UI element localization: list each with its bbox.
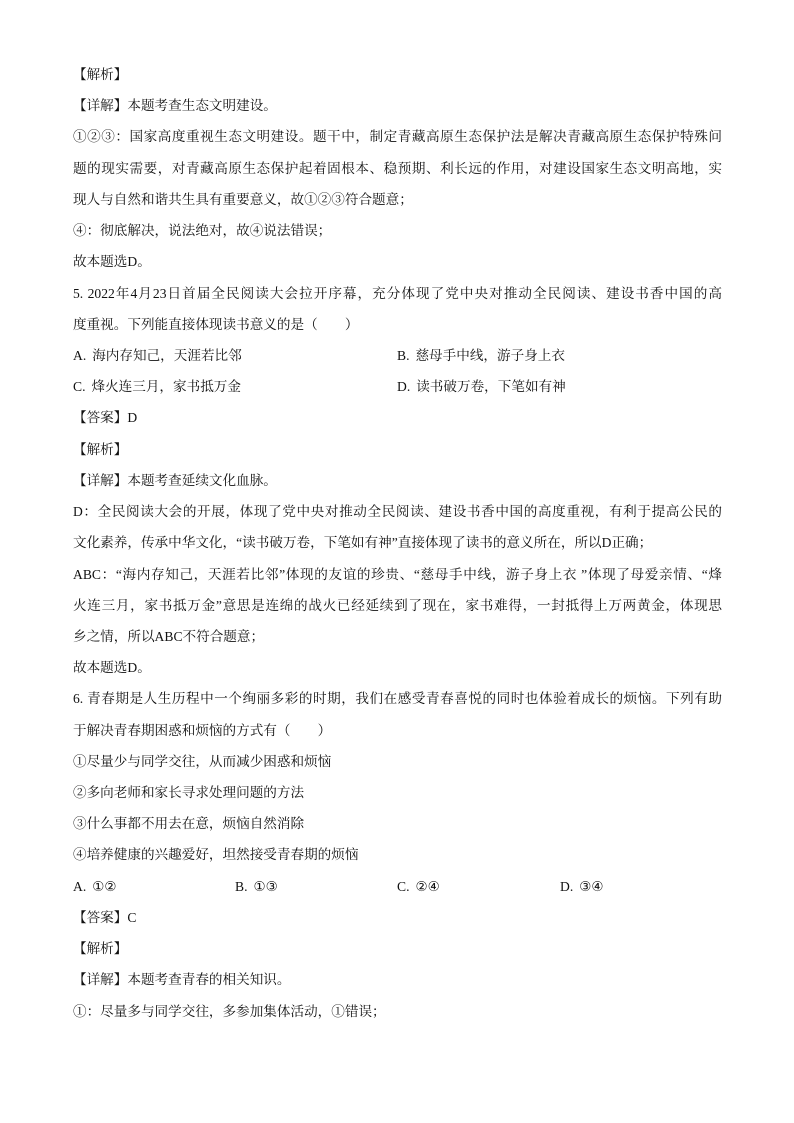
detail-line: 【详解】本题考查延续文化血脉。 (73, 472, 277, 488)
explanation-line: 火连三月，家书抵万金”意思是连绵的战火已经延续到了现在，家书难得，一封抵得上万两黄金，体现思 (73, 597, 722, 613)
question-stem-line: 5. 2022年4月23日首届全民阅读大会拉开序幕，充分体现了党中央对推动全民阅读、建设书香中国的高 (73, 285, 722, 301)
question-stem-line: 6. 青春期是人生历程中一个绚丽多彩的时期，我们在感受青春喜悦的同时也体验着成长的烦恼。下列有助 (73, 691, 722, 707)
option-letter: D. (560, 878, 574, 894)
answer-label: 【答案】 (73, 909, 128, 925)
option-text: ②④ (415, 878, 440, 894)
option-text: 慈母手中线，游子身上衣 (415, 347, 565, 363)
question-5 (73, 278, 722, 684)
statement-line: ③什么事都不用去在意，烦恼自然消除 (73, 816, 305, 832)
option-letter: C. (397, 878, 410, 894)
explanation-line: D：全民阅读大会的开展，体现了党中央对推动全民阅读、建设书香中国的高度重视，有利于提高公民的 (73, 504, 722, 520)
statement-line: ④培养健康的兴趣爱好，坦然接受青春期的烦恼 (73, 847, 359, 863)
option-a (73, 871, 235, 902)
option-letter: A. (73, 347, 87, 363)
analysis-label: 【解析】 (73, 941, 128, 957)
option-b (235, 871, 397, 902)
question-4-solution-tail (73, 59, 722, 278)
explanation-line: 文化素养，传承中华文化，“读书破万卷，下笔如有神”直接体现了读书的意义所在，所以D正确； (73, 535, 653, 551)
option-a (73, 340, 397, 371)
option-letter: B. (397, 347, 410, 363)
option-text: 读书破万卷，下笔如有神 (416, 379, 566, 395)
option-text: 烽火连三月，家书抵万金 (91, 379, 241, 395)
option-text: 海内存知己，天涯若比邻 (92, 347, 242, 363)
option-d (560, 871, 722, 902)
option-text: ③④ (579, 878, 604, 894)
answer-label: 【答案】 (73, 410, 128, 426)
conclusion-line: 故本题选D。 (73, 254, 151, 270)
answer-line (73, 902, 722, 933)
answer-value: D (127, 410, 138, 426)
answer-line (73, 402, 722, 433)
analysis-label: 【解析】 (73, 441, 128, 457)
explanation-line: ①②③：国家高度重视生态文明建设。题干中，制定青藏高原生态保护法是解决青藏高原生态保护特殊问 (73, 129, 722, 145)
answer-value: C (127, 909, 137, 925)
analysis-label: 【解析】 (73, 67, 128, 82)
options-grid (73, 871, 722, 902)
option-b (397, 340, 722, 371)
option-letter: B. (235, 878, 248, 894)
option-letter: D. (397, 379, 411, 395)
detail-line: 【详解】本题考查生态文明建设。 (73, 98, 277, 114)
explanation-line: 现人与自然和谐共生具有重要意义，故①②③符合题意； (73, 191, 413, 207)
question-stem-line: 度重视。下列能直接体现读书意义的是（ ） (73, 316, 359, 332)
explanation-line: 题的现实需要，对青藏高原生态保护起着固根本、稳预期、利长远的作用，对建设国家生态文明高地，实 (73, 160, 722, 176)
options-grid (73, 340, 722, 402)
explanation-line: ABC：“海内存知己，天涯若比邻”体现的友谊的珍贵、“慈母手中线，游子身上衣 ”体现了母爱亲情、“烽 (73, 566, 722, 582)
question-6 (73, 683, 722, 1026)
option-letter: C. (73, 379, 86, 395)
question-stem-line: 于解决青春期困惑和烦恼的方式有（ ） (73, 722, 332, 738)
option-d (397, 371, 722, 402)
conclusion-line: 故本题选D。 (73, 660, 151, 676)
detail-line: 【详解】本题考查青春的相关知识。 (73, 972, 291, 988)
statement-line: ②多向老师和家长寻求处理问题的方法 (73, 785, 305, 801)
explanation-line: ④：彻底解决，说法绝对，故④说法错误； (73, 223, 332, 239)
option-letter: A. (73, 878, 87, 894)
option-c (73, 371, 397, 402)
option-text: ①③ (253, 878, 278, 894)
option-c (397, 871, 560, 902)
statement-line: ①尽量少与同学交往，从而减少困惑和烦恼 (73, 753, 332, 769)
option-text: ①② (92, 878, 117, 894)
explanation-line: 乡之情，所以ABC不符合题意； (73, 628, 265, 644)
explanation-line: ①：尽量多与同学交往，多参加集体活动，①错误； (73, 1003, 386, 1019)
